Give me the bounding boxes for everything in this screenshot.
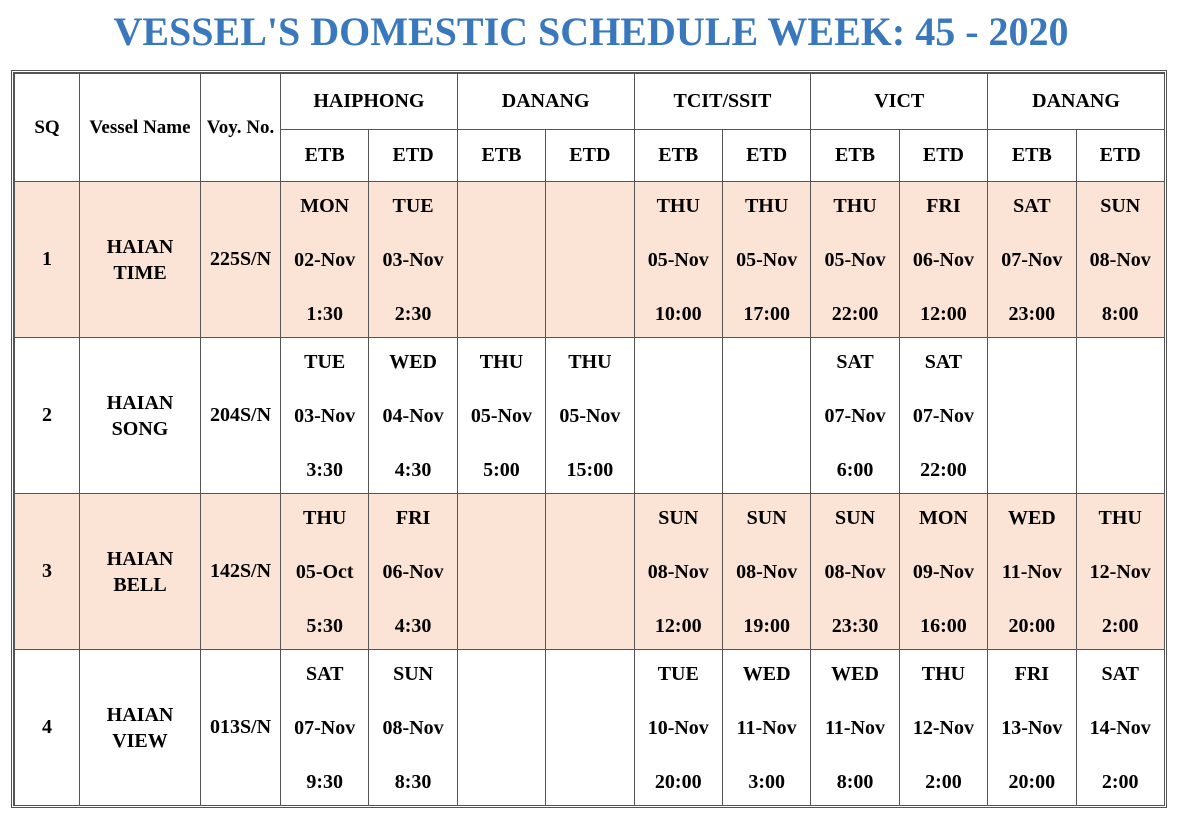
voyage-number-cell: 013S/N [201,650,281,806]
schedule-date: 07-Nov [912,404,974,427]
header-port-tcit-ssit: TCIT/SSIT [634,74,811,130]
etd-cell [369,338,457,494]
schedule-entry [900,506,987,638]
schedule-time: 22:00 [920,458,967,481]
schedule-date: 02-Nov [294,248,356,271]
etb-cell [457,338,545,494]
schedule-day: THU [744,194,789,217]
schedule-day: SUN [1100,194,1141,217]
etb-cell [457,494,545,650]
schedule-time: 12:00 [654,614,702,637]
schedule-day: SAT [1013,194,1051,217]
schedule-date: 09-Nov [912,560,974,583]
schedule-entry [900,662,987,794]
schedule-day: THU [568,350,612,373]
sq-cell: 2 [15,338,80,494]
vessel-name-line: TIME [113,261,167,284]
schedule-date: 08-Nov [736,560,798,583]
etb-cell [281,650,369,806]
header-row-ports [15,74,1165,130]
schedule-date: 05-Oct [295,560,354,583]
schedule-entry [546,350,633,482]
schedule-day: MON [300,194,350,217]
schedule-entry [281,194,368,326]
schedule-date: 07-Nov [294,716,356,739]
vessel-name-cell [80,338,201,494]
voyage-number-cell: 204S/N [201,338,281,494]
etb-cell [457,182,545,338]
vessel-name-line: HAIAN [106,703,174,726]
schedule-time: 1:30 [306,302,344,325]
etb-cell [988,182,1076,338]
schedule-day: FRI [395,506,431,529]
table-row [15,650,1165,806]
schedule-day: THU [833,194,877,217]
schedule-time: 23:00 [1008,302,1056,325]
etb-cell [988,338,1076,494]
etd-cell [546,650,634,806]
schedule-day: SAT [836,350,874,373]
etd-cell [1076,650,1164,806]
header-etd: ETD [369,130,457,182]
schedule-time: 4:30 [394,458,432,481]
etd-cell [899,650,987,806]
etb-cell [811,182,899,338]
etd-cell [722,650,810,806]
schedule-day: TUE [392,194,434,217]
schedule-time: 12:00 [920,302,967,325]
schedule-date: 06-Nov [912,248,974,271]
voyage-number-cell: 142S/N [201,494,281,650]
schedule-entry [1077,662,1164,794]
etd-cell [546,494,634,650]
schedule-day: THU [656,194,700,217]
etb-cell [811,338,899,494]
schedule-day: THU [921,662,966,685]
schedule-date: 11-Nov [736,716,797,739]
schedule-date: 08-Nov [1089,248,1151,271]
schedule-day: SUN [835,506,876,529]
schedule-time: 16:00 [920,614,967,637]
sq-cell: 3 [15,494,80,650]
schedule-time: 2:00 [1101,770,1139,793]
vessel-name-line: HAIAN [106,547,174,570]
vessel-name-line: HAIAN [106,235,174,258]
schedule-day: SUN [393,662,434,685]
schedule-entry [369,506,456,638]
schedule-entry [635,506,722,638]
schedule-time: 22:00 [831,302,879,325]
schedule-time: 9:30 [306,770,344,793]
sq-cell: 1 [15,182,80,338]
schedule-date: 08-Nov [382,716,444,739]
header-etd: ETD [1076,130,1164,182]
schedule-entry [811,194,898,326]
schedule-day: SAT [305,662,344,685]
header-etb: ETB [281,130,369,182]
schedule-time: 20:00 [1008,614,1056,637]
schedule-time: 2:00 [925,770,962,793]
schedule-date: 06-Nov [382,560,444,583]
vessel-name-line: HAIAN [106,391,174,414]
schedule-day: SAT [924,350,963,373]
schedule-table-container [11,70,1167,808]
schedule-entry [1077,194,1164,326]
schedule-date: 12-Nov [1089,560,1151,583]
schedule-entry [723,662,810,794]
schedule-day: THU [303,506,347,529]
schedule-date: 14-Nov [1089,716,1151,739]
etb-cell [988,494,1076,650]
schedule-day: SUN [658,506,699,529]
etd-cell [722,182,810,338]
header-vessel-name: Vessel Name [80,74,201,182]
schedule-time: 4:30 [394,614,432,637]
header-etd: ETD [722,130,810,182]
schedule-time: 2:00 [1101,614,1139,637]
schedule-entry [988,506,1075,638]
etb-cell [811,494,899,650]
etb-cell [634,650,722,806]
etb-cell [634,338,722,494]
schedule-time: 3:00 [748,770,785,793]
schedule-entry [281,350,368,482]
schedule-day: TUE [304,350,346,373]
vessel-name-line: BELL [113,573,167,596]
sq-cell: 4 [15,650,80,806]
schedule-date: 04-Nov [382,404,444,427]
header-etb: ETB [457,130,545,182]
header-etd: ETD [899,130,987,182]
etb-cell [281,338,369,494]
schedule-time: 6:00 [836,458,874,481]
schedule-date: 10-Nov [647,716,709,739]
schedule-date: 12-Nov [912,716,974,739]
etd-cell [899,182,987,338]
schedule-date: 08-Nov [824,560,886,583]
etd-cell [722,494,810,650]
schedule-entry [635,662,722,794]
schedule-entry [281,662,368,794]
schedule-entry [811,662,898,794]
schedule-entry [369,194,456,326]
header-port-vict: VICT [811,74,988,130]
etd-cell [899,338,987,494]
schedule-time: 8:00 [1101,302,1139,325]
schedule-time: 10:00 [654,302,702,325]
schedule-time: 3:30 [306,458,344,481]
schedule-entry [900,350,987,482]
header-etb: ETB [634,130,722,182]
schedule-time: 20:00 [654,770,702,793]
schedule-table [14,73,1165,806]
vessel-name-line: SONG [111,417,169,440]
etd-cell [546,338,634,494]
schedule-time: 8:30 [394,770,432,793]
schedule-day: THU [1098,506,1142,529]
table-row [15,338,1165,494]
schedule-date: 11-Nov [1001,560,1062,583]
schedule-time: 5:00 [483,458,520,481]
schedule-date: 08-Nov [647,560,709,583]
schedule-day: THU [479,350,524,373]
schedule-entry [369,662,456,794]
etd-cell [1076,494,1164,650]
schedule-date: 11-Nov [825,716,886,739]
header-etd: ETD [546,130,634,182]
schedule-day: WED [831,662,879,685]
schedule-day: FRI [926,194,961,217]
etb-cell [811,650,899,806]
header-etb: ETB [811,130,899,182]
schedule-body [15,182,1165,806]
etb-cell [988,650,1076,806]
page-title: VESSEL'S DOMESTIC SCHEDULE WEEK: 45 - 2020 [113,9,1069,54]
etd-cell [369,182,457,338]
schedule-date: 07-Nov [824,404,886,427]
schedule-date: 03-Nov [294,404,356,427]
schedule-time: 2:30 [394,302,432,325]
etb-cell [281,494,369,650]
etd-cell [899,494,987,650]
header-port-danang: DANANG [457,74,634,130]
schedule-day: WED [742,662,791,685]
etd-cell [369,650,457,806]
schedule-entry [988,194,1075,326]
schedule-entry [723,506,810,638]
etb-cell [634,182,722,338]
etd-cell [546,182,634,338]
schedule-day: WED [389,350,437,373]
schedule-entry [723,194,810,326]
vessel-name-cell [80,650,201,806]
schedule-day: TUE [657,662,699,685]
schedule-entry [811,506,898,638]
schedule-entry [811,350,898,482]
header-sq: SQ [15,74,80,182]
schedule-day: MON [918,506,968,529]
schedule-date: 13-Nov [1001,716,1063,739]
vessel-name-cell [80,182,201,338]
etd-cell [1076,338,1164,494]
schedule-time: 23:30 [831,614,879,637]
schedule-day: SAT [1101,662,1139,685]
schedule-date: 05-Nov [647,248,709,271]
schedule-entry [635,194,722,326]
schedule-date: 05-Nov [736,248,798,271]
etb-cell [457,650,545,806]
header-port-danang-2: DANANG [988,74,1165,130]
schedule-time: 17:00 [743,302,790,325]
schedule-time: 15:00 [566,458,614,481]
schedule-time: 5:30 [306,614,344,637]
schedule-entry [458,350,545,482]
schedule-entry [369,350,456,482]
etb-cell [634,494,722,650]
schedule-day: FRI [1014,662,1050,685]
vessel-name-line: VIEW [112,729,168,752]
schedule-day: WED [1007,506,1056,529]
etd-cell [1076,182,1164,338]
schedule-time: 19:00 [743,614,790,637]
schedule-date: 07-Nov [1001,248,1063,271]
schedule-entry [988,662,1075,794]
table-row [15,494,1165,650]
schedule-date: 05-Nov [470,404,533,427]
header-port-haiphong: HAIPHONG [281,74,458,130]
header-voy-no: Voy. No. [201,74,281,182]
schedule-day: SUN [746,506,787,529]
schedule-entry [1077,506,1164,638]
header-etb: ETB [988,130,1076,182]
schedule-date: 05-Nov [824,248,886,271]
etb-cell [281,182,369,338]
etd-cell [722,338,810,494]
schedule-date: 05-Nov [559,404,621,427]
table-row [15,182,1165,338]
etd-cell [369,494,457,650]
voyage-number-cell: 225S/N [201,182,281,338]
schedule-time: 8:00 [836,770,874,793]
schedule-date: 03-Nov [382,248,444,271]
vessel-name-cell [80,494,201,650]
schedule-entry [900,194,987,326]
schedule-time: 20:00 [1008,770,1056,793]
schedule-entry [281,506,368,638]
